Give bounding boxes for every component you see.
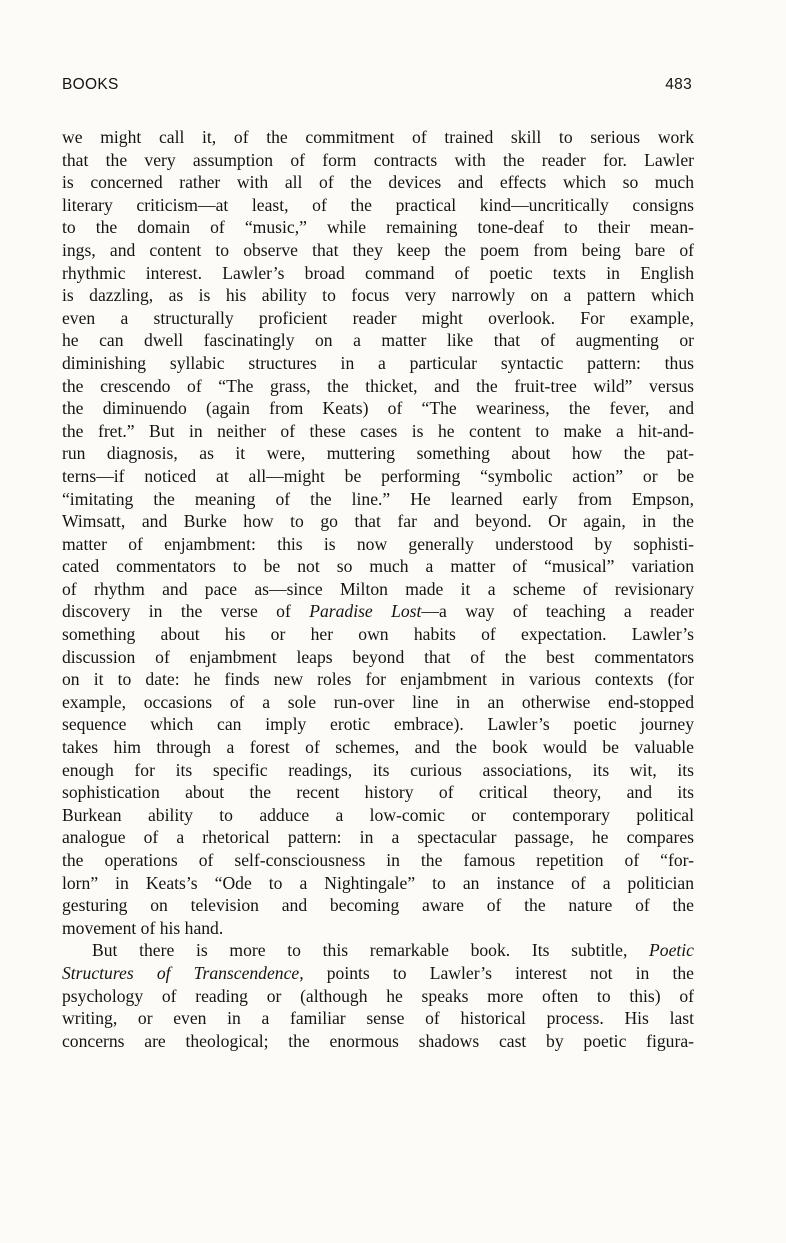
text-line: discussion of enjambment leaps beyond that of the best commentators: [62, 646, 694, 667]
text-line: the diminuendo (again from Keats) of “The weariness, the fever, and: [62, 398, 694, 419]
text-line: enough for its specific readings, its curious associations, its wit, its: [62, 759, 694, 780]
text-line: matter of enjambment: this is now generally understood by sophisti-: [62, 533, 694, 554]
text-line: terns—if noticed at all—might be performing “symbolic action” or be: [62, 465, 694, 486]
text-line: rhythmic interest. Lawler’s broad command of poetic texts in English: [62, 262, 694, 283]
text-line: Burkean ability to adduce a low-comic or contemporary political: [62, 804, 694, 825]
text-line: takes him through a forest of schemes, and the book would be valuable: [62, 737, 694, 758]
text-line: we might call it, of the commitment of trained skill to serious work: [62, 127, 694, 147]
text-line: concerns are theological; the enormous shadows cast by poetic figura-: [62, 1030, 694, 1051]
text-line: to the domain of “music,” while remaining tone-deaf to their mean-: [62, 217, 694, 238]
text-line: cated commentators to be not so much a matter of “musical” variation: [62, 556, 694, 577]
text-line: Structures of Transcendence, points to Lawler’s interest not in the: [62, 962, 694, 983]
text-line: is dazzling, as is his ability to focus very narrowly on a pattern which: [62, 285, 694, 306]
text-line: the fret.” But in neither of these cases is he content to make a hit-and-: [62, 420, 694, 441]
text-line: example, occasions of a sole run-over line in an otherwise end-stopped: [62, 691, 694, 712]
text-line: sophistication about the recent history of critical theory, and its: [62, 782, 694, 803]
text-line: is concerned rather with all of the devices and effects which so much: [62, 172, 694, 193]
text-line: sequence which can imply erotic embrace). Lawler’s poetic journey: [62, 714, 694, 735]
text-line: he can dwell fascinatingly on a matter like that of augmenting or: [62, 330, 694, 351]
text-line: the operations of self-consciousness in the famous repetition of “for-: [62, 850, 694, 870]
section-title: BOOKS: [62, 76, 119, 93]
text-line: discovery in the verse of Paradise Lost—a way of teaching a reader: [62, 601, 694, 622]
running-head: [62, 76, 692, 100]
text-line: analogue of a rhetorical pattern: in a spectacular passage, he compares: [62, 827, 694, 848]
text-line: gesturing on television and becoming aware of the nature of the: [62, 895, 694, 916]
body-text: [62, 126, 694, 1052]
text-line: literary criticism—at least, of the practical kind—uncritically consigns: [62, 194, 694, 215]
text-line: But there is more to this remarkable book. Its subtitle, Poetic: [92, 940, 694, 961]
page-number: 483: [665, 76, 692, 93]
text-line: on it to date: he finds new roles for enjambment in various contexts (for: [62, 669, 694, 690]
text-line: that the very assumption of form contracts with the reader for. Lawler: [62, 149, 694, 170]
text-line: even a structurally proficient reader might overlook. For example,: [62, 307, 694, 328]
text-line: lorn” in Keats’s “Ode to a Nightingale” to an instance of a politician: [62, 872, 694, 893]
text-line: something about his or her own habits of expectation. Lawler’s: [62, 624, 694, 645]
text-line: writing, or even in a familiar sense of historical process. His last: [62, 1008, 694, 1029]
text-line: Wimsatt, and Burke how to go that far and beyond. Or again, in the: [62, 511, 694, 532]
text-line: diminishing syllabic structures in a particular syntactic pattern: thus: [62, 352, 694, 373]
text-line: ings, and content to observe that they keep the poem from being bare of: [62, 239, 694, 260]
text-line: movement of his hand.: [62, 917, 224, 938]
text-line: “imitating the meaning of the line.” He learned early from Empson,: [62, 488, 694, 509]
text-line: the crescendo of “The grass, the thicket, and the fruit-tree wild” versus: [62, 375, 694, 396]
text-line: run diagnosis, as it were, muttering something about how the pat-: [62, 443, 694, 464]
text-line: psychology of reading or (although he speaks more often to this) of: [62, 985, 694, 1006]
text-line: of rhythm and pace as—since Milton made it a scheme of revisionary: [62, 578, 694, 599]
